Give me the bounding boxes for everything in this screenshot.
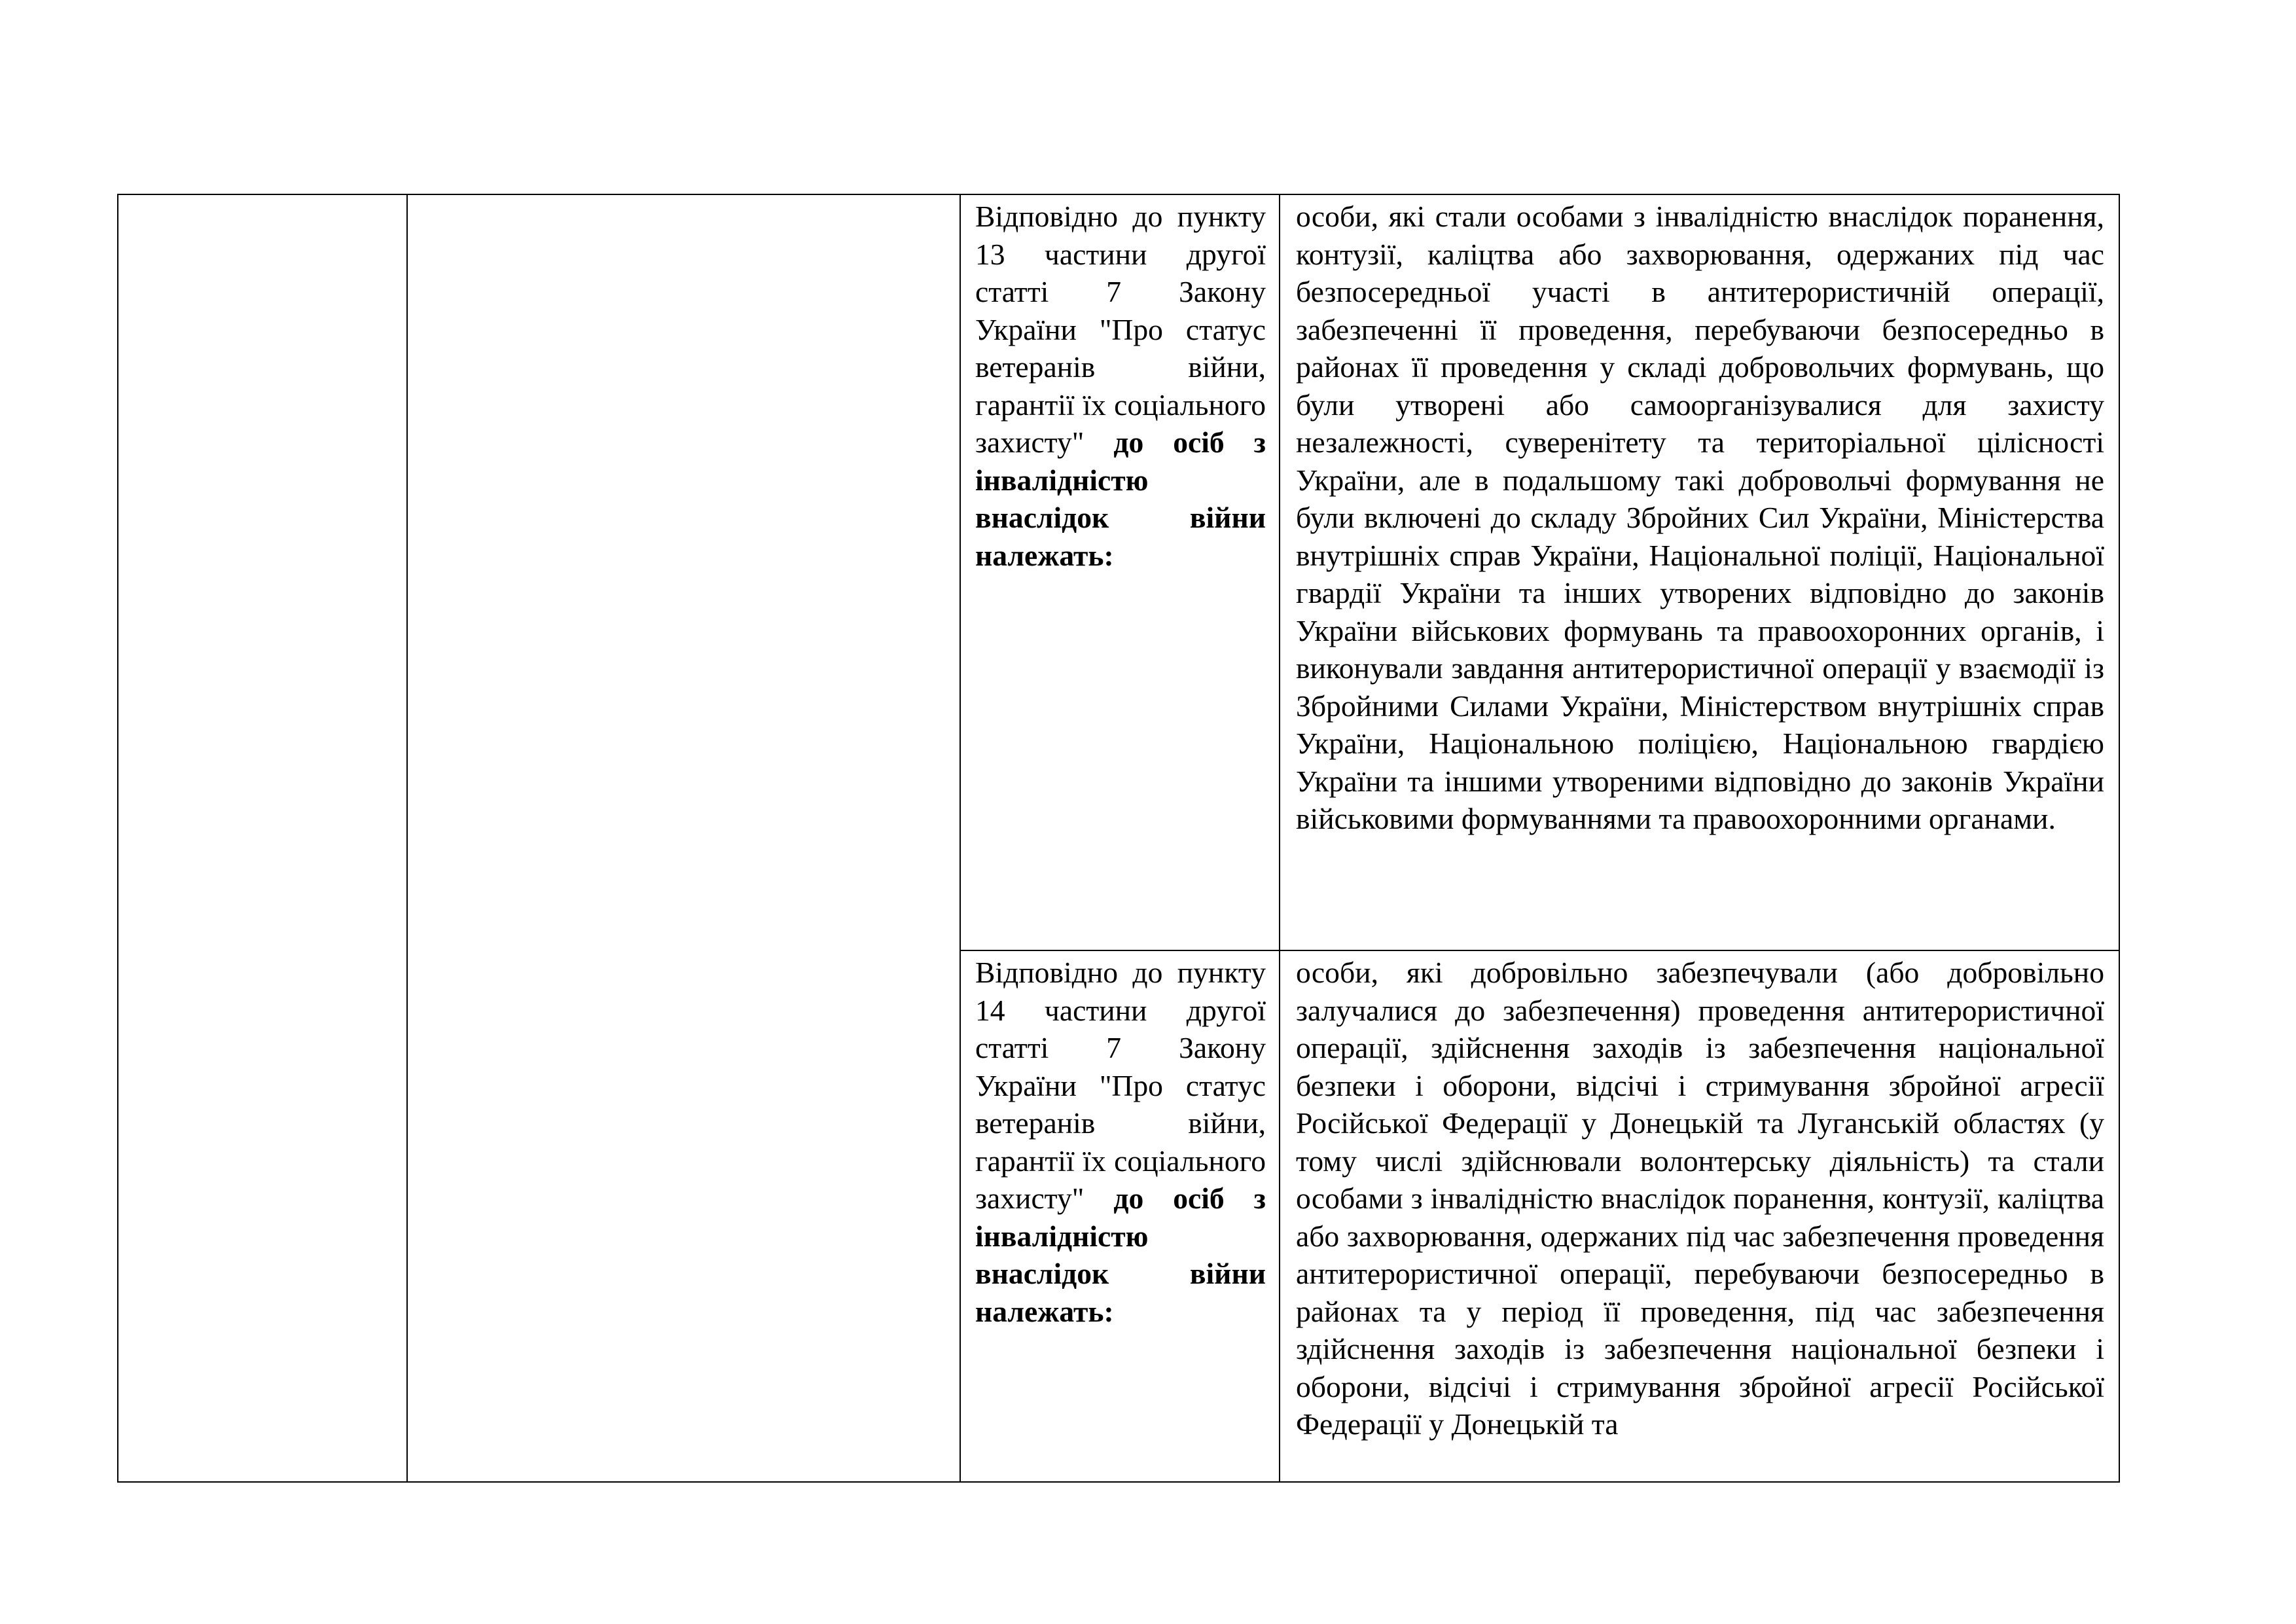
- empty-cell-number: [118, 194, 407, 1482]
- law-reference-cell: [960, 194, 1280, 950]
- empty-cell-category: [407, 194, 960, 1482]
- description-text: особи, які стали особами з інвалідністю внаслідок поранення, контузії, каліцтва або захворювання, одержаних під час безпосередньої участі в антитерористичній операції, забезпеченні її проведення, перебуваючи безпосередньо в районах її проведення у складі добровольчих формувань, що були утворені або самоорганізувалися для захисту незалежності, суверенітету та територіальної цілісності України, але в подальшому такі добровольчі формування не були включені до складу Збройних Сил України, Міністерства внутрішніх справ України, Національної поліції, Національної гвардії України та інших утворених відповідно до законів України військових формувань та правоохоронних органів, і виконували завдання антитерористичної операції у взаємодії із Збройними Силами України, Міністерством внутрішніх справ України, Національною поліцією, Національною гвардією України та іншими утвореними відповідно до законів України військовими формуваннями та правоохоронними органами.: [1296, 200, 2104, 835]
- law-reference-text: Відповідно до пункту 14 частини другої статті 7 Закону України "Про статус ветеранів війни, гарантії їх соціального захисту": [975, 956, 1266, 1215]
- description-cell: [1280, 950, 2119, 1482]
- law-reference-emphasis: до осіб з інвалідністю внаслідок війни належать:: [975, 1182, 1266, 1328]
- law-reference-cell: [960, 950, 1280, 1482]
- law-reference-emphasis: до осіб з інвалідністю внаслідок війни належать:: [975, 425, 1266, 572]
- legal-table: [117, 194, 2120, 1483]
- law-reference-text: Відповідно до пункту 13 частини другої статті 7 Закону України "Про статус ветеранів війни, гарантії їх соціального захисту": [975, 200, 1266, 459]
- description-cell: [1280, 194, 2119, 950]
- table-row: [118, 194, 2119, 950]
- description-text: особи, які добровільно забезпечували (або добровільно залучалися до забезпечення) проведення антитерористичної операції, здійснення заходів із забезпечення національної безпеки і оборони, відсічі і стримування збройної агресії Російської Федерації у Донецькій та Луганській областях (у тому числі здійснювали волонтерську діяльність) та стали особами з інвалідністю внаслідок поранення, контузії, каліцтва або захворювання, одержаних під час забезпечення проведення антитерористичної операції, перебуваючи безпосередньо в районах та у період її проведення, під час забезпечення здійснення заходів із забезпечення національної безпеки і оборони, відсічі і стримування збройної агресії Російської Федерації у Донецькій та: [1296, 956, 2104, 1441]
